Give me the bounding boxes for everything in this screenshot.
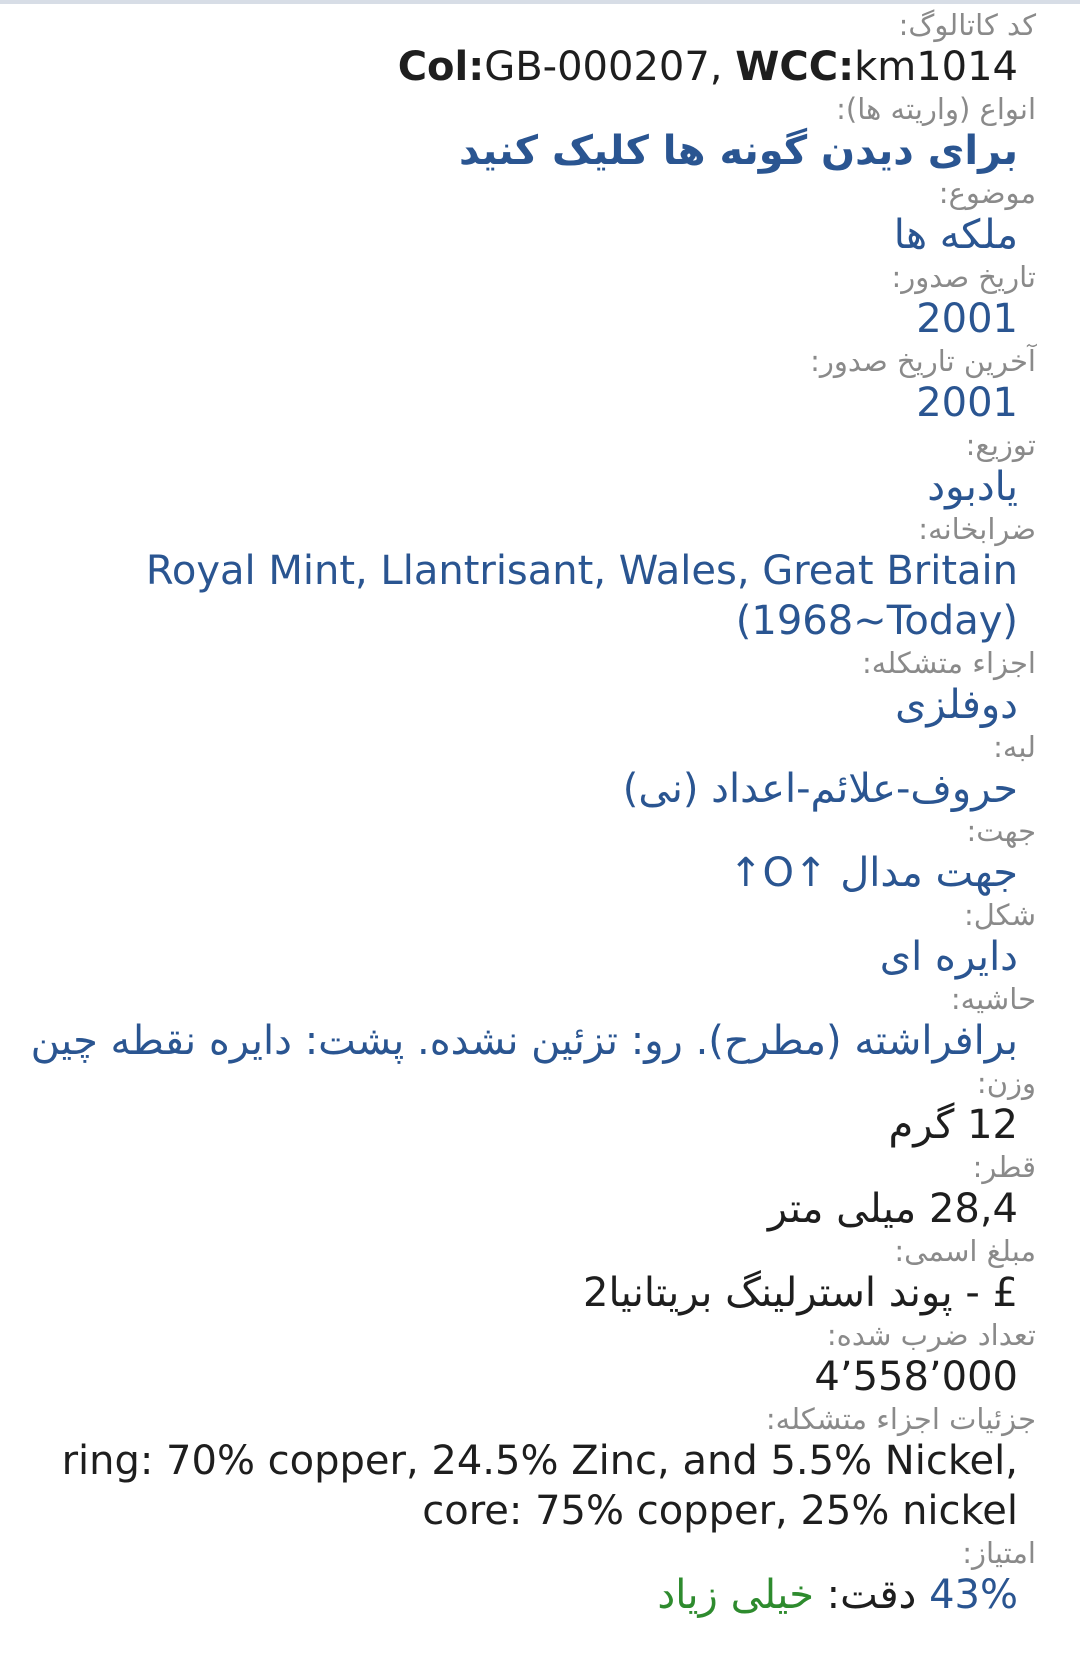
mintage-value: 4’558’000 — [814, 1354, 1018, 1400]
rating-value — [18, 1570, 1018, 1620]
topic-link[interactable]: ملکه ها — [893, 212, 1018, 258]
field-denomination — [18, 1234, 1036, 1318]
distribution-link[interactable]: یادبود — [927, 464, 1018, 510]
composition-link[interactable]: دوفلزی — [895, 682, 1018, 728]
orientation-label: جهت: — [966, 814, 1036, 848]
mint-label: ضرابخانه: — [918, 512, 1036, 546]
accuracy-label: دقت: — [813, 1572, 930, 1618]
mintage-label: تعداد ضرب شده: — [826, 1318, 1036, 1352]
field-orientation — [18, 814, 1036, 898]
field-topic — [18, 176, 1036, 260]
field-rim — [18, 982, 1036, 1066]
weight-value: 12 گرم — [888, 1102, 1018, 1148]
rating-label: امتیاز: — [962, 1536, 1036, 1570]
field-weight — [18, 1066, 1036, 1150]
field-composition-details — [18, 1402, 1036, 1536]
weight-label: وزن: — [976, 1066, 1036, 1100]
varieties-label: انواع (واریته ها): — [836, 92, 1036, 126]
issue-date-label: تاریخ صدور: — [891, 260, 1036, 294]
rating-percent[interactable]: 43% — [929, 1572, 1018, 1618]
last-issue-date-label: آخرین تاریخ صدور: — [810, 344, 1036, 378]
top-divider — [0, 0, 1080, 4]
diameter-value: 28,4 میلی متر — [767, 1186, 1018, 1232]
col-key: Col: — [397, 44, 485, 90]
field-last-issue-date — [18, 344, 1036, 428]
topic-label: موضوع: — [938, 176, 1036, 210]
field-mint — [18, 512, 1036, 646]
rim-label: حاشیه: — [950, 982, 1036, 1016]
field-catalog — [18, 8, 1036, 92]
edge-link[interactable]: حروف-علائم-اعداد (نی) — [622, 766, 1018, 812]
rim-link[interactable]: برافراشته (مطرح). رو: تزئین نشده. پشت: دایره نقطه چین — [30, 1018, 1018, 1064]
wcc-key: WCC: — [735, 44, 855, 90]
last-issue-date-link[interactable]: 2001 — [916, 380, 1018, 426]
field-diameter — [18, 1150, 1036, 1234]
field-composition — [18, 646, 1036, 730]
field-rating — [18, 1536, 1036, 1620]
composition-details-line1: ring: 70% copper, 24.5% Zinc, and 5.5% Nickel, — [61, 1438, 1018, 1484]
coin-details-list — [18, 8, 1036, 1620]
composition-details-label: جزئیات اجزاء متشکله: — [765, 1402, 1036, 1436]
shape-link[interactable]: دایره ای — [879, 934, 1018, 980]
denomination-value: £ - پوند استرلینگ بریتانیا2 — [582, 1270, 1018, 1316]
wcc-value: km1014 — [854, 44, 1018, 90]
col-value: GB-000207, — [484, 44, 736, 90]
field-distribution — [18, 428, 1036, 512]
denomination-label: مبلغ اسمی: — [894, 1234, 1036, 1268]
field-varieties — [18, 92, 1036, 176]
orientation-link[interactable]: جهت مدال ↑O↑ — [729, 850, 1018, 896]
shape-label: شکل: — [963, 898, 1036, 932]
varieties-link[interactable]: برای دیدن گونه ها کلیک کنید — [459, 128, 1018, 174]
mint-link[interactable]: Royal Mint, Llantrisant, Wales, Great Britain (1968~Today) — [145, 548, 1018, 644]
field-shape — [18, 898, 1036, 982]
edge-label: لبه: — [993, 730, 1036, 764]
field-edge — [18, 730, 1036, 814]
diameter-label: قطر: — [972, 1150, 1036, 1184]
catalog-label: کد کاتالوگ: — [898, 8, 1036, 42]
field-mintage — [18, 1318, 1036, 1402]
composition-details-line2: core: 75% copper, 25% nickel — [422, 1488, 1018, 1534]
field-issue-date — [18, 260, 1036, 344]
accuracy-value: خیلی زیاد — [657, 1572, 814, 1618]
catalog-value — [18, 42, 1018, 92]
issue-date-link[interactable]: 2001 — [916, 296, 1018, 342]
composition-label: اجزاء متشکله: — [862, 646, 1036, 680]
distribution-label: توزیع: — [965, 428, 1036, 462]
